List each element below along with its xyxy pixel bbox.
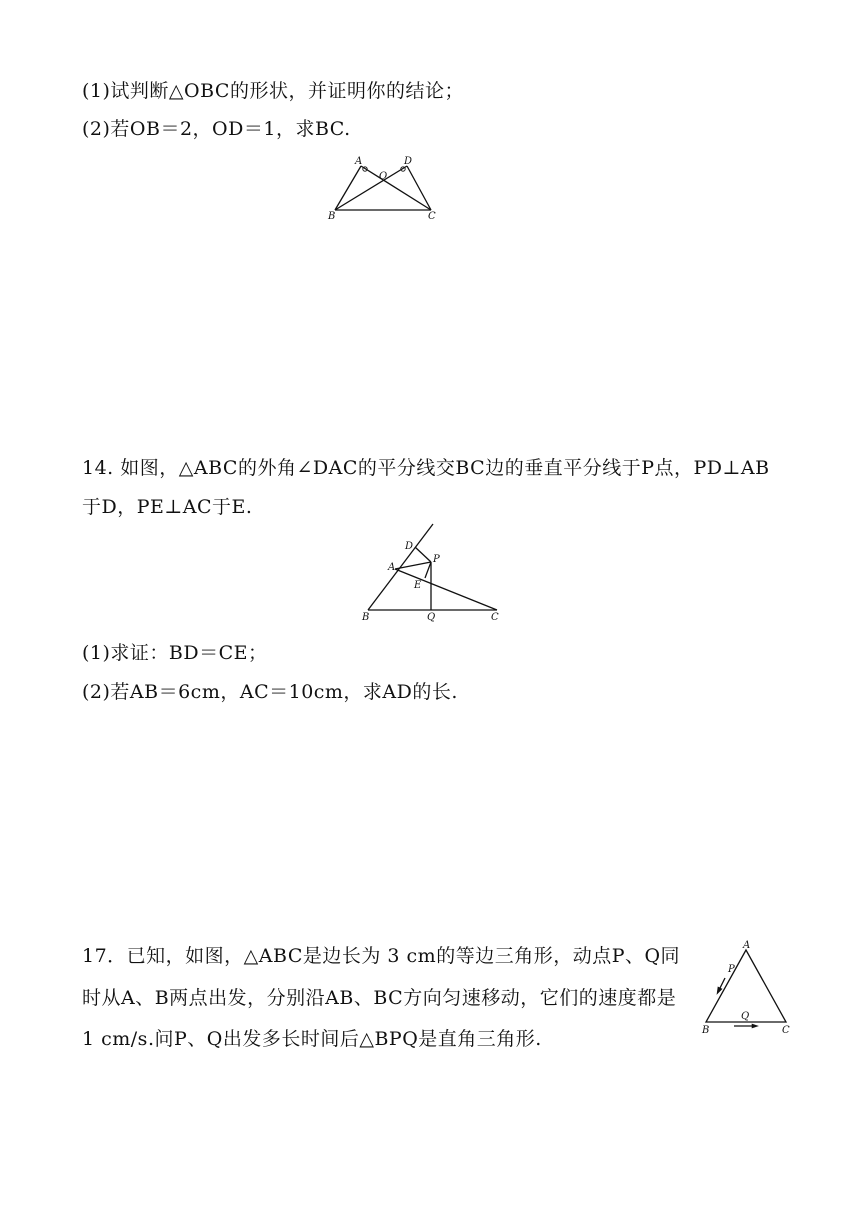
label-c: C — [782, 1025, 790, 1036]
problem14-line1: 14. 如图，△ABC的外角∠DAC的平分线交BC边的垂直平分线于P点，PD⊥AB — [82, 457, 770, 479]
label-a: A — [743, 940, 751, 951]
label-b: B — [362, 612, 370, 623]
problem17-line1: 17．已知，如图，△ABC是边长为 3 cm的等边三角形，动点P、Q同 — [82, 945, 681, 967]
label-d: D — [405, 541, 414, 552]
problem14-part2: (2)若AB＝6cm，AC＝10cm，求AD的长. — [82, 681, 458, 703]
problem17-line3: 1 cm/s.问P、Q出发多长时间后△BPQ是直角三角形. — [82, 1028, 542, 1050]
label-o: O — [379, 171, 388, 182]
label-p: P — [728, 964, 735, 975]
arrow-q-head — [752, 1024, 758, 1028]
problem13-part1: (1)试判断△OBC的形状，并证明你的结论； — [82, 80, 464, 102]
label-p: P — [433, 554, 440, 565]
problem13-part2: (2)若OB＝2，OD＝1，求BC. — [82, 118, 351, 140]
segment-ap — [395, 562, 431, 569]
label-q: Q — [427, 612, 436, 623]
segment-pd — [415, 547, 431, 562]
line-b-extension — [368, 524, 433, 610]
problem17-figure — [698, 940, 798, 1040]
segment-pe — [425, 562, 431, 578]
label-b: B — [328, 211, 336, 222]
problem14-part1: (1)求证：BD＝CE； — [82, 642, 268, 664]
label-q: Q — [741, 1011, 750, 1022]
problem17-line2: 时从A、B两点出发，分别沿AB、BC方向匀速移动，它们的速度都是 — [82, 987, 677, 1009]
segment-ab — [335, 166, 361, 210]
label-d: D — [404, 156, 413, 167]
label-a: A — [355, 156, 363, 167]
problem14-line2: 于D，PE⊥AC于E. — [82, 496, 253, 518]
label-c: C — [491, 612, 499, 623]
problem14-figure — [355, 522, 505, 627]
label-b: B — [702, 1025, 710, 1036]
label-a: A — [388, 562, 396, 573]
segment-ac — [395, 569, 497, 610]
segment-dc — [407, 166, 431, 210]
label-c: C — [428, 211, 436, 222]
label-e: E — [414, 580, 422, 591]
arrow-p-head — [717, 987, 722, 994]
problem13-figure — [325, 155, 445, 225]
